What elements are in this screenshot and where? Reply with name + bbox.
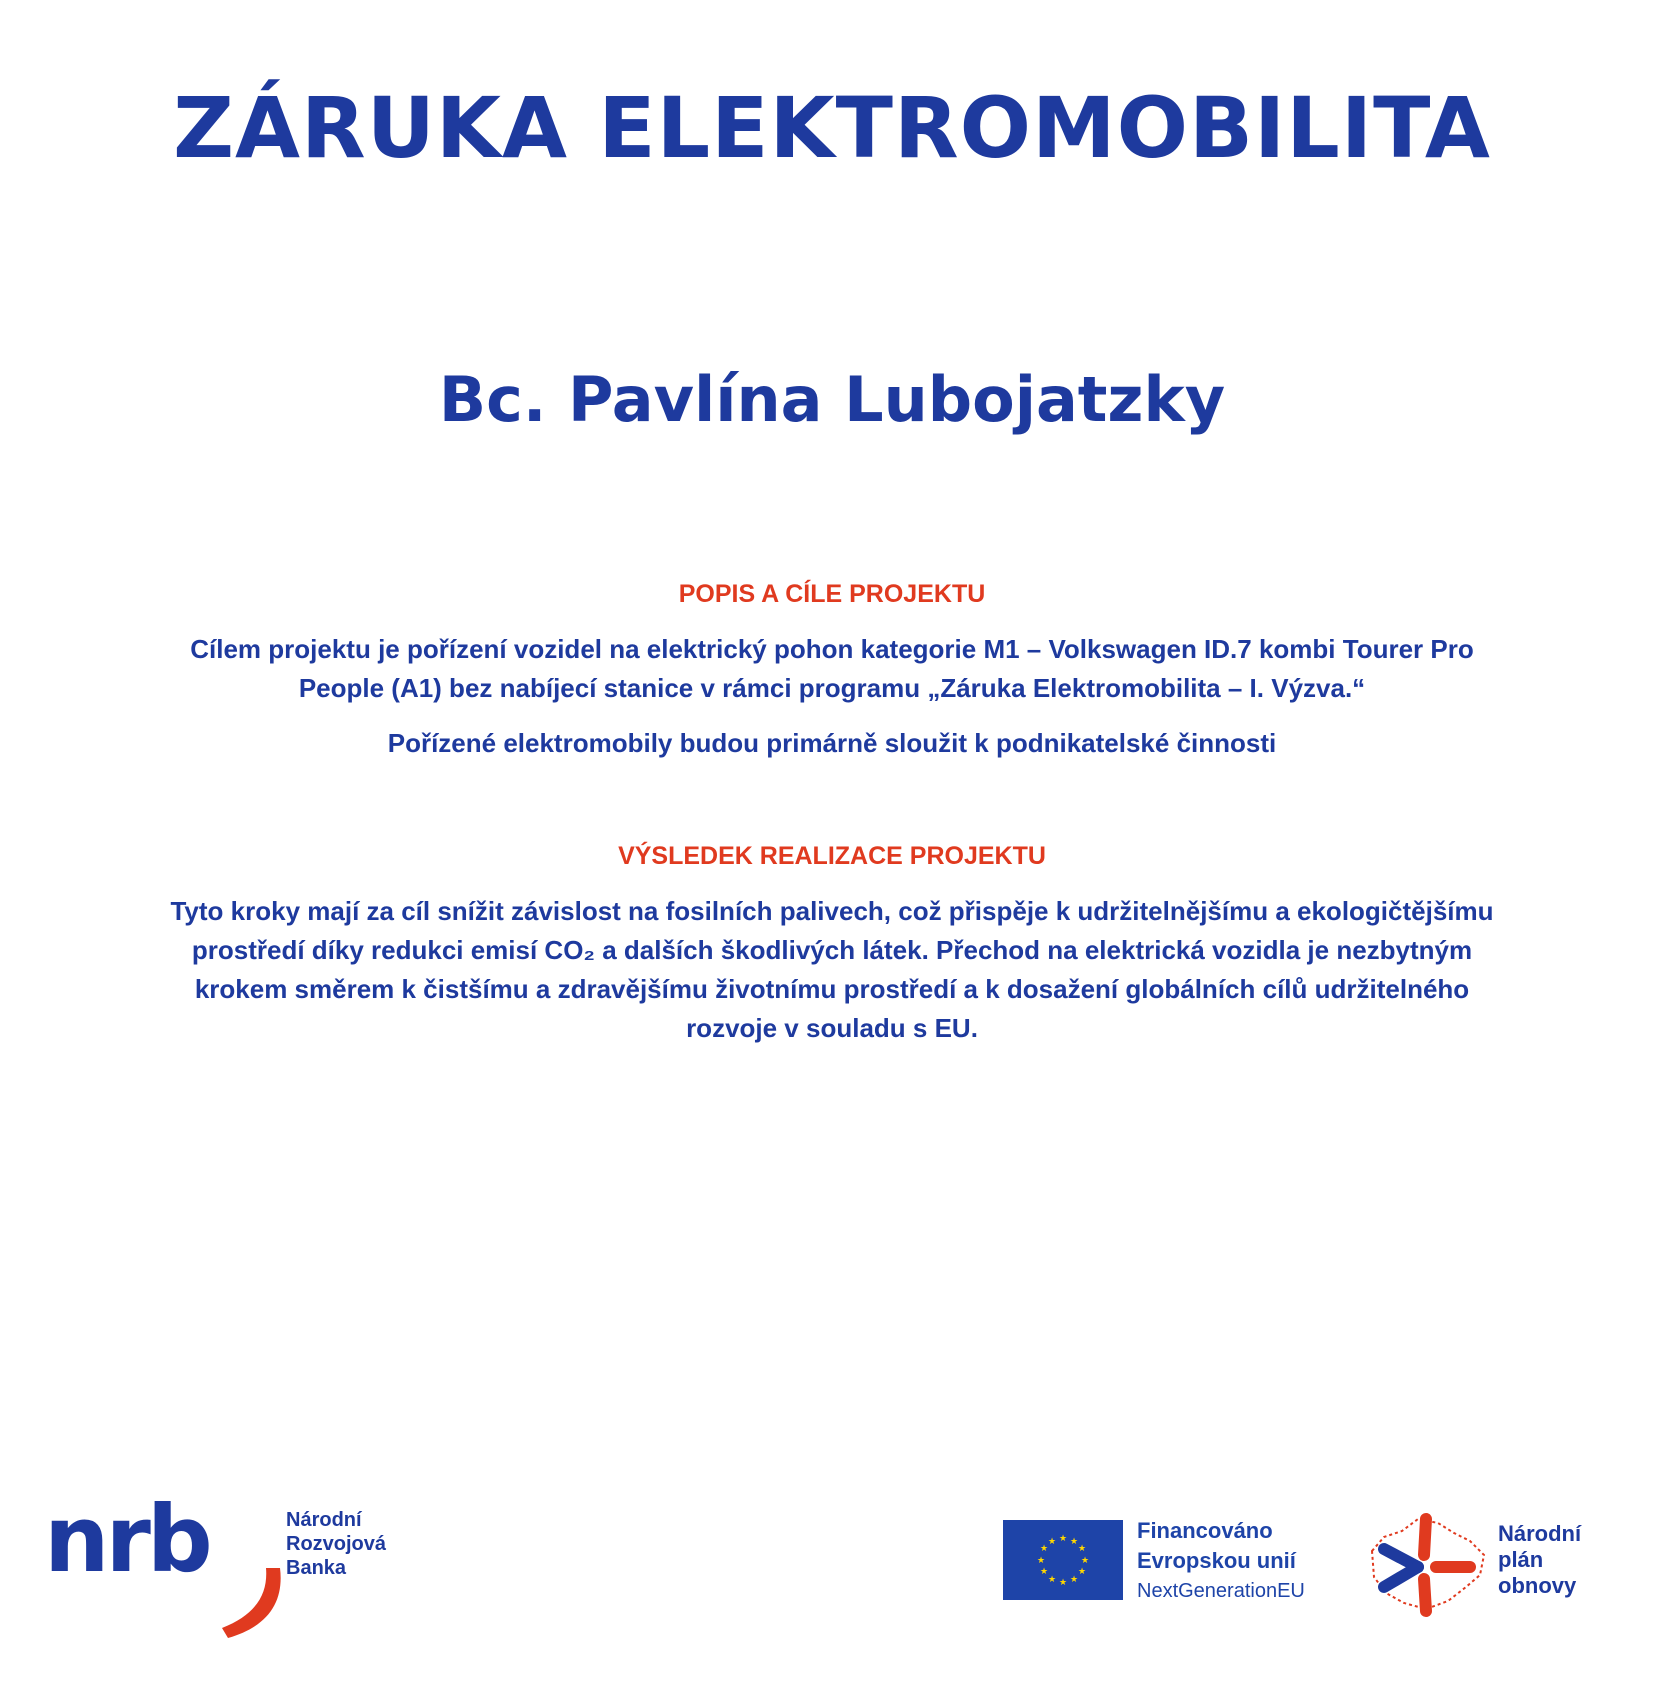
section-project-description (160, 578, 1504, 779)
svg-text:★: ★ (1080, 1556, 1090, 1566)
svg-text:★: ★ (1058, 1534, 1068, 1544)
svg-text:★: ★ (1047, 1537, 1057, 1547)
svg-text:★: ★ (1036, 1556, 1046, 1566)
nrb-name-line: Národní (286, 1509, 362, 1531)
nrb-name-line: Banka (286, 1557, 347, 1579)
section-paragraph: Tyto kroky mají za cíl snížit závislost na fosilních palivech, což přispěje k udržitelnějšímu a ekologičtějšímu prostředí díky redukci emisí CO₂ a dalších škodlivých látek. Přechod na elektrická vozidla je nezbytným krokem směrem k čistšímu a zdravějšímu životnímu prostředí a k dosažení globálních cílů udržitelného rozvoje v souladu s EU. (170, 896, 1494, 1043)
svg-text:★: ★ (1058, 1578, 1068, 1588)
section-heading: VÝSLEDEK REALIZACE PROJEKTU (618, 842, 1046, 870)
npo-name-line: Národní (1498, 1521, 1582, 1546)
svg-text:★: ★ (1047, 1575, 1057, 1585)
npo-name-line: obnovy (1498, 1573, 1577, 1598)
page-title: ZÁRUKA ELEKTROMOBILITA (173, 79, 1491, 177)
eu-line: Evropskou unií (1137, 1548, 1296, 1573)
svg-text:★: ★ (1077, 1544, 1087, 1554)
nrb-wordmark: nrb (44, 1486, 209, 1593)
svg-text:★: ★ (1039, 1567, 1049, 1577)
npo-name-line: plán (1498, 1547, 1544, 1572)
section-paragraph: Cílem projektu je pořízení vozidel na elektrický pohon kategorie M1 – Volkswagen ID.7 kombi Tourer Pro People (A1) bez nabíjecí stanice v rámci programu „Záruka Elektromobilita – I. Výzva.“ (190, 634, 1474, 703)
section-paragraph: Pořízené elektromobily budou primárně sloužit k podnikatelské činnosti (387, 728, 1277, 758)
svg-text:★: ★ (1069, 1575, 1079, 1585)
nrb-name (286, 1508, 386, 1580)
eu-line: NextGenerationEU (1137, 1580, 1305, 1602)
nrb-name-line: Rozvojová (286, 1533, 387, 1555)
npo-map-icon (1362, 1505, 1492, 1625)
npo-name (1498, 1521, 1581, 1599)
npo-logo (1362, 1505, 1622, 1625)
recipient-name: Bc. Pavlína Lubojatzky (438, 363, 1226, 436)
eu-funding-logo (1003, 1520, 1333, 1610)
nrb-logo (44, 1486, 444, 1630)
eu-line: Financováno (1137, 1518, 1273, 1543)
svg-text:★: ★ (1077, 1567, 1087, 1577)
section-project-result (160, 840, 1504, 1064)
eu-funding-text (1137, 1516, 1305, 1606)
svg-text:★: ★ (1039, 1544, 1049, 1554)
eu-flag-icon (1003, 1520, 1123, 1600)
section-heading: POPIS A CÍLE PROJEKTU (678, 580, 986, 608)
svg-text:★: ★ (1069, 1537, 1079, 1547)
